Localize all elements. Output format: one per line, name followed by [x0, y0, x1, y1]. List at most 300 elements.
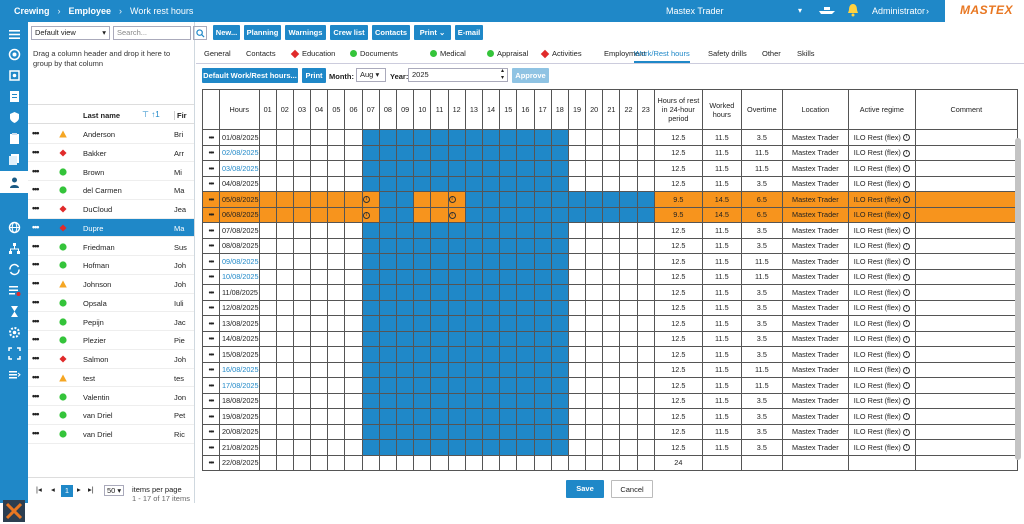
- hour-cell[interactable]: [345, 130, 362, 146]
- hour-cell[interactable]: [620, 238, 637, 254]
- hour-cell[interactable]: [414, 362, 431, 378]
- hour-cell[interactable]: [586, 424, 603, 440]
- hour-cell[interactable]: [328, 285, 345, 301]
- hour-cell[interactable]: [397, 300, 414, 316]
- hour-cell[interactable]: [414, 223, 431, 239]
- hour-cell[interactable]: [362, 269, 379, 285]
- hour-cell[interactable]: [620, 269, 637, 285]
- info-icon[interactable]: i: [903, 320, 910, 327]
- hour-cell[interactable]: [397, 254, 414, 270]
- row-menu-icon[interactable]: •••: [208, 396, 214, 406]
- hour-cell[interactable]: [551, 238, 568, 254]
- hour-cell[interactable]: [362, 161, 379, 177]
- hour-cell[interactable]: [276, 424, 293, 440]
- hour-cell[interactable]: [379, 161, 396, 177]
- hour-cell[interactable]: [397, 161, 414, 177]
- hour-cell[interactable]: [431, 207, 448, 223]
- hour-cell[interactable]: [379, 223, 396, 239]
- hour-cell[interactable]: [551, 269, 568, 285]
- warnings-button[interactable]: Warnings: [285, 25, 326, 40]
- hour-cell[interactable]: [397, 409, 414, 425]
- hour-cell[interactable]: [293, 393, 310, 409]
- hour-cell[interactable]: [534, 238, 551, 254]
- module-icon[interactable]: [7, 68, 21, 82]
- hour-cell[interactable]: [328, 269, 345, 285]
- hour-cell[interactable]: [276, 409, 293, 425]
- date-cell[interactable]: 20/08/2025: [220, 424, 260, 440]
- row-menu[interactable]: [203, 254, 220, 270]
- hour-cell[interactable]: [259, 440, 276, 456]
- hour-cell[interactable]: [379, 378, 396, 394]
- hour-cell[interactable]: [293, 285, 310, 301]
- table-row[interactable]: [203, 300, 1018, 316]
- hour-cell[interactable]: [586, 161, 603, 177]
- hour-cell[interactable]: [379, 176, 396, 192]
- row-menu[interactable]: [203, 238, 220, 254]
- hour-cell[interactable]: [379, 455, 396, 471]
- hour-cell[interactable]: [620, 161, 637, 177]
- row-menu[interactable]: [203, 347, 220, 363]
- row-menu-icon[interactable]: •••: [32, 390, 39, 401]
- hour-cell[interactable]: [586, 331, 603, 347]
- comment-cell[interactable]: [915, 424, 1017, 440]
- hour-cell[interactable]: [397, 269, 414, 285]
- date-cell[interactable]: 19/08/2025: [220, 409, 260, 425]
- comment-cell[interactable]: [915, 130, 1017, 146]
- hour-cell[interactable]: [603, 409, 620, 425]
- hour-cell[interactable]: [603, 161, 620, 177]
- hour-cell[interactable]: [328, 145, 345, 161]
- hour-cell[interactable]: [293, 176, 310, 192]
- hour-cell[interactable]: [414, 378, 431, 394]
- table-row[interactable]: [203, 455, 1018, 471]
- hour-cell[interactable]: [482, 145, 499, 161]
- hour-cell[interactable]: [517, 378, 534, 394]
- row-menu[interactable]: [203, 285, 220, 301]
- hour-cell[interactable]: [293, 362, 310, 378]
- hour-cell[interactable]: [414, 393, 431, 409]
- list-settings-icon[interactable]: [7, 283, 21, 297]
- table-row[interactable]: [203, 223, 1018, 239]
- hour-cell[interactable]: [517, 331, 534, 347]
- hour-cell[interactable]: [465, 455, 482, 471]
- tab-other[interactable]: [762, 49, 781, 58]
- comment-cell[interactable]: [915, 300, 1017, 316]
- hour-cell[interactable]: [568, 347, 585, 363]
- hour-cell[interactable]: [397, 130, 414, 146]
- hour-cell[interactable]: [517, 130, 534, 146]
- hour-cell[interactable]: [379, 331, 396, 347]
- hour-cell[interactable]: [586, 316, 603, 332]
- comment-cell[interactable]: [915, 161, 1017, 177]
- info-icon[interactable]: i: [903, 258, 910, 265]
- hour-cell[interactable]: [379, 440, 396, 456]
- hour-cell[interactable]: [620, 192, 637, 208]
- hour-cell[interactable]: [534, 223, 551, 239]
- hour-cell[interactable]: [414, 347, 431, 363]
- hour-cell[interactable]: [568, 393, 585, 409]
- hour-cell[interactable]: [637, 362, 654, 378]
- expand-icon[interactable]: [7, 346, 21, 360]
- hour-cell[interactable]: [379, 316, 396, 332]
- hour-cell[interactable]: [259, 455, 276, 471]
- hour-cell[interactable]: [414, 130, 431, 146]
- hour-cell[interactable]: [362, 254, 379, 270]
- hour-cell[interactable]: [637, 424, 654, 440]
- hour-cell[interactable]: [431, 130, 448, 146]
- date-cell[interactable]: 21/08/2025: [220, 440, 260, 456]
- hour-cell[interactable]: [465, 393, 482, 409]
- hour-cell[interactable]: [620, 316, 637, 332]
- hour-cell[interactable]: [482, 393, 499, 409]
- hour-cell[interactable]: [620, 331, 637, 347]
- hour-cell[interactable]: [465, 192, 482, 208]
- hour-cell[interactable]: [517, 207, 534, 223]
- hour-cell[interactable]: [259, 238, 276, 254]
- hour-cell[interactable]: [482, 455, 499, 471]
- hour-cell[interactable]: [482, 254, 499, 270]
- table-row[interactable]: [203, 347, 1018, 363]
- last-page-icon[interactable]: ▸|: [88, 485, 94, 494]
- hour-cell[interactable]: [465, 223, 482, 239]
- hour-cell[interactable]: [534, 254, 551, 270]
- hour-cell[interactable]: [551, 130, 568, 146]
- hour-cell[interactable]: [551, 455, 568, 471]
- hour-cell[interactable]: [500, 238, 517, 254]
- user-name[interactable]: Administrator: [872, 6, 926, 16]
- list-item[interactable]: [28, 238, 194, 257]
- hour-cell[interactable]: [345, 145, 362, 161]
- hour-cell[interactable]: [603, 145, 620, 161]
- hour-cell[interactable]: [603, 285, 620, 301]
- hour-cell[interactable]: [551, 176, 568, 192]
- hour-cell[interactable]: [603, 300, 620, 316]
- hour-cell[interactable]: [345, 331, 362, 347]
- hour-cell[interactable]: [362, 192, 379, 208]
- hour-cell[interactable]: [397, 192, 414, 208]
- date-cell[interactable]: 05/08/2025: [220, 192, 260, 208]
- hour-cell[interactable]: [620, 362, 637, 378]
- row-menu-icon[interactable]: •••: [32, 278, 39, 288]
- row-menu-icon[interactable]: •••: [208, 287, 214, 297]
- hour-cell[interactable]: [448, 254, 465, 270]
- row-menu[interactable]: [203, 424, 220, 440]
- row-menu-icon[interactable]: •••: [32, 259, 39, 270]
- hour-cell[interactable]: [362, 362, 379, 378]
- hour-cell[interactable]: [517, 285, 534, 301]
- hour-cell[interactable]: [586, 207, 603, 223]
- hour-cell[interactable]: [397, 285, 414, 301]
- hour-cell[interactable]: [534, 300, 551, 316]
- hour-cell[interactable]: [551, 145, 568, 161]
- hour-cell[interactable]: [465, 285, 482, 301]
- hour-cell[interactable]: [414, 161, 431, 177]
- hour-cell[interactable]: [620, 300, 637, 316]
- hour-cell[interactable]: [637, 223, 654, 239]
- hour-cell[interactable]: [414, 316, 431, 332]
- hour-cell[interactable]: [431, 316, 448, 332]
- tab-skills[interactable]: [797, 49, 815, 58]
- hour-cell[interactable]: [517, 223, 534, 239]
- hour-cell[interactable]: [586, 347, 603, 363]
- tab-documents[interactable]: [350, 49, 398, 58]
- hour-cell[interactable]: [620, 393, 637, 409]
- hour-cell[interactable]: [431, 176, 448, 192]
- hour-cell[interactable]: [603, 424, 620, 440]
- hour-cell[interactable]: [517, 440, 534, 456]
- date-cell[interactable]: 22/08/2025: [220, 455, 260, 471]
- row-menu-icon[interactable]: •••: [32, 353, 39, 363]
- hour-cell[interactable]: [362, 145, 379, 161]
- hour-cell[interactable]: [500, 393, 517, 409]
- hour-cell[interactable]: [414, 254, 431, 270]
- crewing-icon[interactable]: [0, 171, 28, 193]
- hour-cell[interactable]: [517, 269, 534, 285]
- filter-icon[interactable]: ⊤ ↑1: [142, 110, 160, 119]
- hour-cell[interactable]: [414, 238, 431, 254]
- hour-cell[interactable]: [328, 254, 345, 270]
- row-menu-icon[interactable]: •••: [32, 334, 39, 345]
- hour-cell[interactable]: [603, 238, 620, 254]
- info-icon[interactable]: i: [903, 382, 910, 389]
- hour-cell[interactable]: [311, 347, 328, 363]
- row-menu-icon[interactable]: •••: [208, 163, 214, 173]
- hour-cell[interactable]: [345, 316, 362, 332]
- date-cell[interactable]: 14/08/2025: [220, 331, 260, 347]
- hour-cell[interactable]: [379, 393, 396, 409]
- hour-cell[interactable]: [603, 455, 620, 471]
- hour-cell[interactable]: [500, 316, 517, 332]
- hour-cell[interactable]: [362, 440, 379, 456]
- hour-cell[interactable]: [397, 223, 414, 239]
- collapse-menu-icon[interactable]: [7, 367, 21, 381]
- save-button[interactable]: Save: [566, 480, 604, 498]
- approve-button[interactable]: Approve: [512, 68, 549, 83]
- hour-cell[interactable]: [259, 347, 276, 363]
- hour-cell[interactable]: [534, 130, 551, 146]
- hour-cell[interactable]: [482, 424, 499, 440]
- date-cell[interactable]: 01/08/2025: [220, 130, 260, 146]
- hour-cell[interactable]: [500, 254, 517, 270]
- row-menu-icon[interactable]: •••: [208, 334, 214, 344]
- hour-cell[interactable]: [568, 269, 585, 285]
- hour-cell[interactable]: [328, 223, 345, 239]
- hour-cell[interactable]: [276, 362, 293, 378]
- table-row[interactable]: [203, 176, 1018, 192]
- row-menu[interactable]: [203, 192, 220, 208]
- hour-cell[interactable]: [568, 455, 585, 471]
- hour-cell[interactable]: [362, 238, 379, 254]
- hour-cell[interactable]: [362, 331, 379, 347]
- hour-cell[interactable]: [259, 176, 276, 192]
- hour-cell[interactable]: [362, 207, 379, 223]
- hour-cell[interactable]: [276, 347, 293, 363]
- print-button[interactable]: Print: [302, 68, 326, 83]
- info-icon[interactable]: i: [903, 243, 910, 250]
- hour-cell[interactable]: [431, 424, 448, 440]
- hour-cell[interactable]: [568, 145, 585, 161]
- hour-cell[interactable]: [259, 424, 276, 440]
- list-item[interactable]: [28, 425, 194, 444]
- date-cell[interactable]: 18/08/2025: [220, 393, 260, 409]
- date-cell[interactable]: 09/08/2025: [220, 254, 260, 270]
- reports-icon[interactable]: [7, 89, 21, 103]
- row-menu-icon[interactable]: •••: [32, 240, 39, 251]
- clipboard-icon[interactable]: [7, 131, 21, 145]
- hour-cell[interactable]: [482, 316, 499, 332]
- hour-cell[interactable]: [328, 440, 345, 456]
- hour-cell[interactable]: [448, 440, 465, 456]
- hour-cell[interactable]: [276, 145, 293, 161]
- hour-cell[interactable]: [465, 316, 482, 332]
- hour-cell[interactable]: [362, 316, 379, 332]
- hour-cell[interactable]: [620, 378, 637, 394]
- row-menu-icon[interactable]: •••: [208, 380, 214, 390]
- hour-cell[interactable]: [259, 269, 276, 285]
- date-cell[interactable]: 15/08/2025: [220, 347, 260, 363]
- hour-cell[interactable]: [345, 362, 362, 378]
- hour-cell[interactable]: [603, 130, 620, 146]
- gear-icon[interactable]: [7, 325, 21, 339]
- hour-cell[interactable]: [448, 207, 465, 223]
- list-item[interactable]: [28, 313, 194, 332]
- hour-cell[interactable]: [551, 254, 568, 270]
- table-row[interactable]: [203, 192, 1018, 208]
- row-menu-icon[interactable]: •••: [32, 146, 39, 157]
- hour-cell[interactable]: [637, 347, 654, 363]
- hour-cell[interactable]: [620, 207, 637, 223]
- hour-cell[interactable]: [311, 409, 328, 425]
- table-row[interactable]: [203, 331, 1018, 347]
- hour-cell[interactable]: [431, 362, 448, 378]
- hour-cell[interactable]: [482, 223, 499, 239]
- comment-cell[interactable]: [915, 254, 1017, 270]
- hour-cell[interactable]: [500, 161, 517, 177]
- row-menu-icon[interactable]: •••: [208, 179, 214, 189]
- hour-cell[interactable]: [328, 316, 345, 332]
- row-menu-icon[interactable]: •••: [32, 221, 39, 232]
- date-cell[interactable]: 02/08/2025: [220, 145, 260, 161]
- hour-cell[interactable]: [362, 347, 379, 363]
- hour-cell[interactable]: [534, 207, 551, 223]
- hour-cell[interactable]: [362, 455, 379, 471]
- row-menu[interactable]: [203, 331, 220, 347]
- hour-cell[interactable]: [620, 285, 637, 301]
- table-row[interactable]: [203, 145, 1018, 161]
- list-item[interactable]: [28, 350, 194, 369]
- hour-cell[interactable]: [276, 254, 293, 270]
- hour-cell[interactable]: [311, 378, 328, 394]
- hour-cell[interactable]: [517, 192, 534, 208]
- hour-cell[interactable]: [345, 223, 362, 239]
- comment-cell[interactable]: [915, 269, 1017, 285]
- hour-cell[interactable]: [465, 331, 482, 347]
- hour-cell[interactable]: [500, 207, 517, 223]
- search-input[interactable]: Search...: [113, 26, 191, 40]
- hour-cell[interactable]: [345, 238, 362, 254]
- hour-cell[interactable]: [465, 269, 482, 285]
- hour-cell[interactable]: [379, 238, 396, 254]
- hour-cell[interactable]: [379, 285, 396, 301]
- hour-cell[interactable]: [603, 316, 620, 332]
- comment-cell[interactable]: [915, 331, 1017, 347]
- hour-cell[interactable]: [259, 331, 276, 347]
- date-cell[interactable]: 03/08/2025: [220, 161, 260, 177]
- hour-cell[interactable]: [311, 238, 328, 254]
- hour-cell[interactable]: [586, 409, 603, 425]
- hour-cell[interactable]: [345, 300, 362, 316]
- hour-cell[interactable]: [482, 347, 499, 363]
- hour-cell[interactable]: [500, 145, 517, 161]
- hour-cell[interactable]: [397, 176, 414, 192]
- hour-cell[interactable]: [637, 331, 654, 347]
- hour-cell[interactable]: [482, 192, 499, 208]
- list-item[interactable]: [28, 331, 194, 350]
- row-menu-icon[interactable]: •••: [208, 210, 214, 220]
- hour-cell[interactable]: [259, 316, 276, 332]
- hour-cell[interactable]: [500, 455, 517, 471]
- comment-cell[interactable]: [915, 316, 1017, 332]
- hour-cell[interactable]: [517, 393, 534, 409]
- list-item[interactable]: [28, 219, 194, 238]
- hour-cell[interactable]: [328, 130, 345, 146]
- hour-cell[interactable]: [276, 440, 293, 456]
- hour-cell[interactable]: [586, 269, 603, 285]
- list-item[interactable]: [28, 369, 194, 388]
- hour-cell[interactable]: [568, 192, 585, 208]
- hour-cell[interactable]: [568, 223, 585, 239]
- table-row[interactable]: [203, 269, 1018, 285]
- hour-cell[interactable]: [276, 393, 293, 409]
- hour-cell[interactable]: [534, 316, 551, 332]
- hour-cell[interactable]: [431, 393, 448, 409]
- hour-cell[interactable]: [293, 223, 310, 239]
- hour-cell[interactable]: [311, 393, 328, 409]
- row-menu[interactable]: [203, 269, 220, 285]
- hour-cell[interactable]: [293, 316, 310, 332]
- hour-cell[interactable]: [603, 393, 620, 409]
- cancel-button[interactable]: Cancel: [611, 480, 653, 498]
- row-menu[interactable]: [203, 440, 220, 456]
- hour-cell[interactable]: [534, 331, 551, 347]
- row-menu-icon[interactable]: •••: [208, 194, 214, 204]
- hour-cell[interactable]: [568, 285, 585, 301]
- hour-cell[interactable]: [397, 145, 414, 161]
- hour-cell[interactable]: [293, 347, 310, 363]
- table-row[interactable]: [203, 362, 1018, 378]
- info-icon[interactable]: i: [363, 212, 370, 219]
- hour-cell[interactable]: [379, 347, 396, 363]
- sort-indicator[interactable]: ↑1: [151, 110, 160, 119]
- hour-cell[interactable]: [568, 161, 585, 177]
- list-item[interactable]: [28, 406, 194, 425]
- hour-cell[interactable]: [362, 285, 379, 301]
- row-menu-icon[interactable]: •••: [208, 241, 214, 251]
- row-menu[interactable]: [203, 316, 220, 332]
- hour-cell[interactable]: [414, 285, 431, 301]
- hour-cell[interactable]: [276, 285, 293, 301]
- hour-cell[interactable]: [311, 316, 328, 332]
- next-page-icon[interactable]: ▸: [77, 485, 81, 494]
- hour-cell[interactable]: [637, 316, 654, 332]
- hour-cell[interactable]: [482, 331, 499, 347]
- table-row[interactable]: [203, 207, 1018, 223]
- hour-cell[interactable]: [603, 269, 620, 285]
- info-icon[interactable]: i: [903, 212, 910, 219]
- hour-cell[interactable]: [551, 378, 568, 394]
- hour-cell[interactable]: [534, 269, 551, 285]
- hour-cell[interactable]: [500, 176, 517, 192]
